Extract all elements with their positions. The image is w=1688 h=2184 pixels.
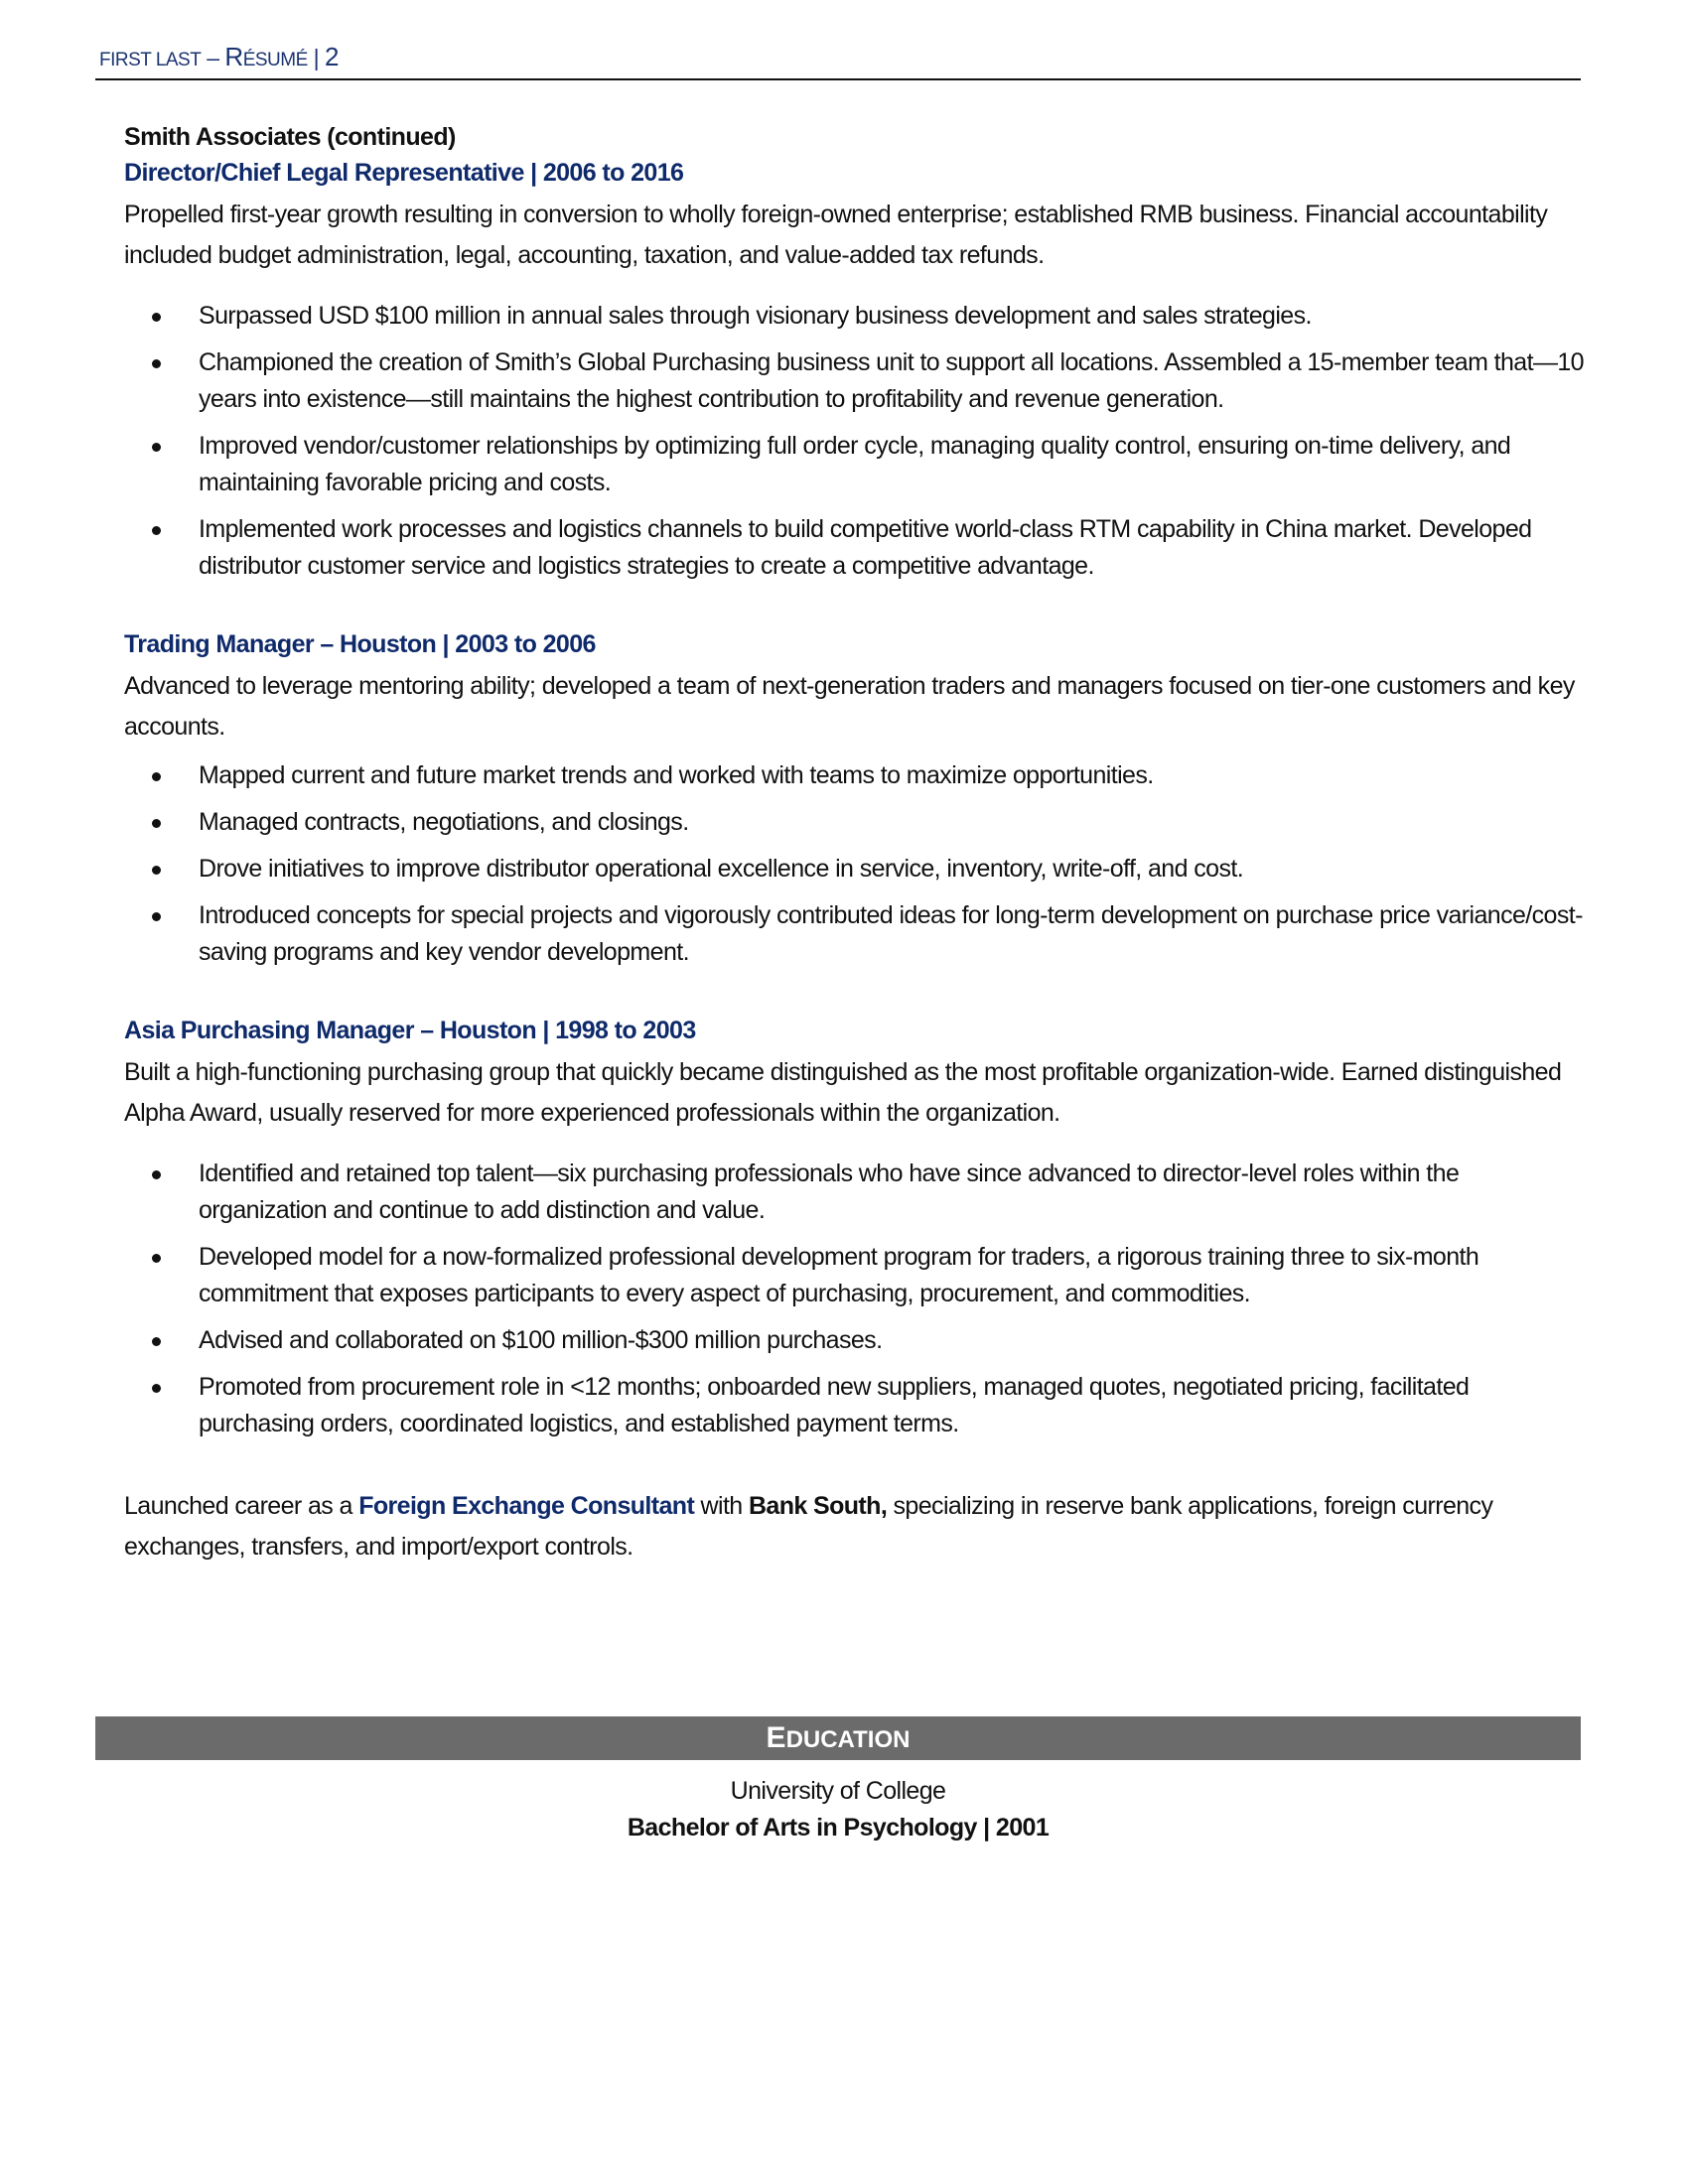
bullet-icon (152, 866, 161, 875)
achievement-list (124, 298, 1584, 585)
header-rule (95, 78, 1581, 80)
bullet-text: Championed the creation of Smith’s Global Purchasing business unit to support all locations. Assembled a 15-member team that—10 years into existence—still maintains the highest contribution to profitability and revenue generation. (199, 348, 1584, 413)
bullet-icon (152, 313, 161, 322)
bullet-text: Surpassed USD $100 million in annual sales through visionary business development and sales strategies. (199, 302, 1312, 330)
education-section (95, 1773, 1581, 1846)
bullet-icon (152, 359, 161, 368)
role-summary: Built a high-functioning purchasing group that quickly became distinguished as the most profitable organization-wide. Earned distinguished Alpha Award, usually reserved for more experienced professionals within the organization. (124, 1058, 1562, 1127)
list-item (124, 757, 1584, 794)
early-career-statement (124, 1486, 1584, 1568)
bullet-text: Promoted from procurement role in <12 months; onboarded new suppliers, managed quotes, negotiated pricing, facilitated purchasing orders, coordinated logistics, and established payment terms. (199, 1373, 1470, 1437)
role-block (124, 626, 1584, 971)
bullet-icon (152, 526, 161, 535)
list-item (124, 804, 1584, 841)
bullet-icon (152, 1384, 161, 1393)
header-name: FIRST LAST (99, 50, 202, 70)
launch-role: Foreign Exchange Consultant (358, 1492, 695, 1520)
list-item (124, 1322, 1584, 1359)
education-section-header: EDUCATION (95, 1716, 1581, 1760)
page-header (99, 42, 339, 72)
list-item (124, 428, 1584, 501)
page-number: 2 (325, 42, 340, 71)
bullet-icon (152, 772, 161, 781)
bullet-icon (152, 912, 161, 921)
bullet-text: Implemented work processes and logistics channels to build competitive world-class RTM capability in China market. Developed distributor customer service and logistics strategies to create a competitive advantage. (199, 515, 1532, 580)
achievement-list (124, 757, 1584, 971)
role-title: Director/Chief Legal Representative | 2006 to 2016 (124, 159, 684, 187)
bullet-text: Mapped current and future market trends and worked with teams to maximize opportunities. (199, 761, 1154, 789)
list-item (124, 298, 1584, 335)
launch-prefix: Launched career as a (124, 1492, 359, 1520)
bullet-text: Identified and retained top talent—six purchasing professionals who have since advanced to director-level roles within the organization and continue to add distinction and value. (199, 1160, 1460, 1224)
bullet-icon (152, 819, 161, 828)
bullet-icon (152, 443, 161, 452)
header-separator: – (201, 45, 225, 70)
header-page-separator: | (307, 45, 326, 70)
role-summary: Advanced to leverage mentoring ability; developed a team of next-generation traders and managers focused on tier-one customers and key accounts. (124, 672, 1575, 741)
company-name: Smith Associates (continued) (124, 123, 456, 151)
header-doc-label: RÉSUMÉ (224, 42, 308, 71)
bullet-text: Managed contracts, negotiations, and closings. (199, 808, 689, 836)
role-block (124, 155, 1584, 585)
list-item (124, 344, 1584, 418)
experience-section (124, 119, 1584, 1568)
list-item (124, 511, 1584, 585)
achievement-list (124, 1156, 1584, 1442)
list-item (124, 1156, 1584, 1229)
role-title: Trading Manager – Houston | 2003 to 2006 (124, 630, 596, 658)
launch-suffix: specializing in reserve bank applications, foreign currency exchanges, transfers, and import/export controls. (124, 1492, 1493, 1561)
bullet-text: Introduced concepts for special projects and vigorously contributed ideas for long-term development on purchase price variance/cost-saving programs and key vendor development. (199, 901, 1583, 966)
bullet-icon (152, 1254, 161, 1263)
bullet-text: Drove initiatives to improve distributor operational excellence in service, inventory, write-off, and cost. (199, 855, 1244, 883)
role-summary: Propelled first-year growth resulting in conversion to wholly foreign-owned enterprise; established RMB business. Financial accountability included budget administration, legal, accounting, taxation, and value-added tax refunds. (124, 201, 1548, 269)
launch-employer: Bank South, (748, 1492, 888, 1520)
bullet-text: Advised and collaborated on $100 million-$300 million purchases. (199, 1326, 883, 1354)
role-block (124, 1013, 1584, 1442)
bullet-icon (152, 1337, 161, 1346)
bullet-text: Improved vendor/customer relationships by optimizing full order cycle, managing quality control, ensuring on-time delivery, and maintaining favorable pricing and costs. (199, 432, 1511, 496)
bullet-icon (152, 1170, 161, 1179)
list-item (124, 1369, 1584, 1442)
role-title: Asia Purchasing Manager – Houston | 1998 to 2003 (124, 1017, 696, 1044)
list-item (124, 851, 1584, 887)
degree: Bachelor of Arts in Psychology | 2001 (627, 1814, 1050, 1842)
launch-mid: with (694, 1492, 749, 1520)
list-item (124, 1239, 1584, 1312)
list-item (124, 897, 1584, 971)
school-name: University of College (730, 1777, 946, 1805)
bullet-text: Developed model for a now-formalized professional development program for traders, a rigorous training three to six-month commitment that exposes participants to every aspect of purchasing, procurement, and commodities. (199, 1243, 1479, 1307)
